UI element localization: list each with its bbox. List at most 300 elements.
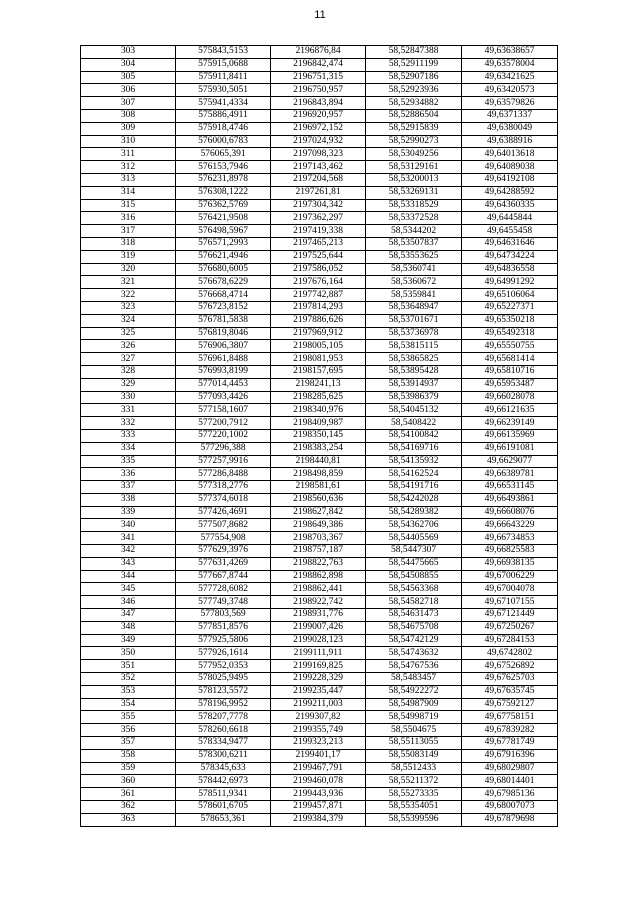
point-number-cell: 324 (81, 314, 176, 327)
x-coordinate-cell: 577629,3976 (176, 545, 271, 558)
y-coordinate-cell: 2199355,749 (271, 724, 366, 737)
y-coordinate-cell: 2197204,568 (271, 173, 366, 186)
point-number-cell: 325 (81, 327, 176, 340)
longitude-cell: 49,6371337 (462, 109, 558, 122)
x-coordinate-cell: 575915,0688 (176, 58, 271, 71)
y-coordinate-cell: 2199169,825 (271, 660, 366, 673)
x-coordinate-cell: 576668,4714 (176, 289, 271, 302)
x-coordinate-cell: 577926,1614 (176, 647, 271, 660)
latitude-cell: 58,55273335 (366, 788, 462, 801)
longitude-cell: 49,67107155 (462, 596, 558, 609)
y-coordinate-cell: 2197419,338 (271, 225, 366, 238)
point-number-cell: 326 (81, 340, 176, 353)
point-number-cell: 330 (81, 391, 176, 404)
longitude-cell: 49,67781749 (462, 737, 558, 750)
x-coordinate-cell: 577507,8682 (176, 519, 271, 532)
table-row (81, 583, 558, 596)
table-row (81, 647, 558, 660)
point-number-cell: 336 (81, 468, 176, 481)
longitude-cell: 49,66608076 (462, 506, 558, 519)
latitude-cell: 58,54045132 (366, 404, 462, 417)
point-number-cell: 303 (81, 46, 176, 59)
table-row (81, 276, 558, 289)
point-number-cell: 318 (81, 237, 176, 250)
y-coordinate-cell: 2198409,987 (271, 417, 366, 430)
point-number-cell: 352 (81, 673, 176, 686)
point-number-cell: 311 (81, 148, 176, 161)
point-number-cell: 348 (81, 621, 176, 634)
x-coordinate-cell: 575886,4911 (176, 109, 271, 122)
latitude-cell: 58,53318529 (366, 199, 462, 212)
longitude-cell: 49,67250267 (462, 621, 558, 634)
x-coordinate-cell: 577286,8488 (176, 468, 271, 481)
table-row (81, 353, 558, 366)
longitude-cell: 49,64836558 (462, 263, 558, 276)
y-coordinate-cell: 2197742,887 (271, 289, 366, 302)
point-number-cell: 351 (81, 660, 176, 673)
y-coordinate-cell: 2198383,254 (271, 442, 366, 455)
longitude-cell: 49,65350218 (462, 314, 558, 327)
table-row (81, 250, 558, 263)
x-coordinate-cell: 576498,5967 (176, 225, 271, 238)
point-number-cell: 317 (81, 225, 176, 238)
latitude-cell: 58,54582718 (366, 596, 462, 609)
latitude-cell: 58,53865825 (366, 353, 462, 366)
y-coordinate-cell: 2197886,626 (271, 314, 366, 327)
y-coordinate-cell: 2198081,953 (271, 353, 366, 366)
latitude-cell: 58,54135932 (366, 455, 462, 468)
longitude-cell: 49,66531145 (462, 481, 558, 494)
y-coordinate-cell: 2196843,894 (271, 97, 366, 110)
point-number-cell: 335 (81, 455, 176, 468)
latitude-cell: 58,5504675 (366, 724, 462, 737)
point-number-cell: 310 (81, 135, 176, 148)
longitude-cell: 49,65953487 (462, 378, 558, 391)
point-number-cell: 332 (81, 417, 176, 430)
x-coordinate-cell: 578300,6211 (176, 749, 271, 762)
latitude-cell: 58,54162524 (366, 468, 462, 481)
x-coordinate-cell: 577426,4691 (176, 506, 271, 519)
x-coordinate-cell: 576153,7946 (176, 161, 271, 174)
x-coordinate-cell: 578123,5572 (176, 685, 271, 698)
latitude-cell: 58,53200013 (366, 173, 462, 186)
latitude-cell: 58,53895428 (366, 365, 462, 378)
latitude-cell: 58,54998719 (366, 711, 462, 724)
x-coordinate-cell: 577925,5806 (176, 634, 271, 647)
y-coordinate-cell: 2199467,791 (271, 762, 366, 775)
table-row (81, 698, 558, 711)
point-number-cell: 340 (81, 519, 176, 532)
table-row (81, 186, 558, 199)
latitude-cell: 58,55399596 (366, 813, 462, 826)
longitude-cell: 49,67879698 (462, 813, 558, 826)
x-coordinate-cell: 575911,8411 (176, 71, 271, 84)
latitude-cell: 58,53507837 (366, 237, 462, 250)
table-row (81, 775, 558, 788)
y-coordinate-cell: 2197586,052 (271, 263, 366, 276)
x-coordinate-cell: 576961,8488 (176, 353, 271, 366)
latitude-cell: 58,52847388 (366, 46, 462, 59)
point-number-cell: 329 (81, 378, 176, 391)
table-row (81, 71, 558, 84)
y-coordinate-cell: 2198285,625 (271, 391, 366, 404)
y-coordinate-cell: 2199111,911 (271, 647, 366, 660)
y-coordinate-cell: 2199228,329 (271, 673, 366, 686)
table-row (81, 161, 558, 174)
x-coordinate-cell: 576231,8978 (176, 173, 271, 186)
latitude-cell: 58,54922272 (366, 685, 462, 698)
longitude-cell: 49,65550755 (462, 340, 558, 353)
longitude-cell: 49,64192108 (462, 173, 558, 186)
page-number: 11 (314, 9, 326, 21)
table-row (81, 481, 558, 494)
table-row (81, 97, 558, 110)
longitude-cell: 49,64991292 (462, 276, 558, 289)
x-coordinate-cell: 578260,6618 (176, 724, 271, 737)
point-number-cell: 327 (81, 353, 176, 366)
longitude-cell: 49,64360335 (462, 199, 558, 212)
y-coordinate-cell: 2197465,213 (271, 237, 366, 250)
y-coordinate-cell: 2199307,82 (271, 711, 366, 724)
x-coordinate-cell: 577296,388 (176, 442, 271, 455)
latitude-cell: 58,52923936 (366, 84, 462, 97)
longitude-cell: 49,67985136 (462, 788, 558, 801)
latitude-cell: 58,53129161 (366, 161, 462, 174)
latitude-cell: 58,5408422 (366, 417, 462, 430)
latitude-cell: 58,54508855 (366, 570, 462, 583)
latitude-cell: 58,53736978 (366, 327, 462, 340)
table-row (81, 199, 558, 212)
longitude-cell: 49,66239149 (462, 417, 558, 430)
table-row (81, 378, 558, 391)
table-row (81, 762, 558, 775)
x-coordinate-cell: 577803,569 (176, 609, 271, 622)
point-number-cell: 316 (81, 212, 176, 225)
latitude-cell: 58,53815115 (366, 340, 462, 353)
table-row (81, 109, 558, 122)
x-coordinate-cell: 577728,6082 (176, 583, 271, 596)
latitude-cell: 58,54742129 (366, 634, 462, 647)
latitude-cell: 58,54743632 (366, 647, 462, 660)
latitude-cell: 58,52915839 (366, 122, 462, 135)
latitude-cell: 58,54675708 (366, 621, 462, 634)
coordinates-table (80, 45, 558, 827)
longitude-cell: 49,66643229 (462, 519, 558, 532)
x-coordinate-cell: 577667,8744 (176, 570, 271, 583)
latitude-cell: 58,55354051 (366, 801, 462, 814)
table-row (81, 596, 558, 609)
y-coordinate-cell: 2197143,462 (271, 161, 366, 174)
latitude-cell: 58,53648947 (366, 301, 462, 314)
table-row (81, 301, 558, 314)
point-number-cell: 331 (81, 404, 176, 417)
y-coordinate-cell: 2198581,61 (271, 481, 366, 494)
longitude-cell: 49,67121449 (462, 609, 558, 622)
point-number-cell: 323 (81, 301, 176, 314)
y-coordinate-cell: 2197098,323 (271, 148, 366, 161)
latitude-cell: 58,54405569 (366, 532, 462, 545)
table-row (81, 749, 558, 762)
longitude-cell: 49,63420573 (462, 84, 558, 97)
latitude-cell: 58,53553625 (366, 250, 462, 263)
longitude-cell: 49,6629077 (462, 455, 558, 468)
point-number-cell: 353 (81, 685, 176, 698)
latitude-cell: 58,54289382 (366, 506, 462, 519)
table-row (81, 404, 558, 417)
point-number-cell: 362 (81, 801, 176, 814)
latitude-cell: 58,53701671 (366, 314, 462, 327)
longitude-cell: 49,65681414 (462, 353, 558, 366)
y-coordinate-cell: 2198649,386 (271, 519, 366, 532)
y-coordinate-cell: 2197525,644 (271, 250, 366, 263)
x-coordinate-cell: 578653,361 (176, 813, 271, 826)
point-number-cell: 314 (81, 186, 176, 199)
longitude-cell: 49,68014401 (462, 775, 558, 788)
table-row (81, 417, 558, 430)
x-coordinate-cell: 576308,1222 (176, 186, 271, 199)
x-coordinate-cell: 578345,633 (176, 762, 271, 775)
point-number-cell: 355 (81, 711, 176, 724)
table-row (81, 84, 558, 97)
x-coordinate-cell: 578334,9477 (176, 737, 271, 750)
point-number-cell: 356 (81, 724, 176, 737)
table-row (81, 455, 558, 468)
y-coordinate-cell: 2197362,297 (271, 212, 366, 225)
point-number-cell: 341 (81, 532, 176, 545)
latitude-cell: 58,53914937 (366, 378, 462, 391)
longitude-cell: 49,66191081 (462, 442, 558, 455)
point-number-cell: 344 (81, 570, 176, 583)
table-row (81, 634, 558, 647)
y-coordinate-cell: 2199457,871 (271, 801, 366, 814)
longitude-cell: 49,67625703 (462, 673, 558, 686)
latitude-cell: 58,54169716 (366, 442, 462, 455)
x-coordinate-cell: 578601,6705 (176, 801, 271, 814)
latitude-cell: 58,5359841 (366, 289, 462, 302)
longitude-cell: 49,63638657 (462, 46, 558, 59)
point-number-cell: 304 (81, 58, 176, 71)
table-row (81, 711, 558, 724)
latitude-cell: 58,53986379 (366, 391, 462, 404)
table-row (81, 685, 558, 698)
table-row (81, 519, 558, 532)
longitude-cell: 49,6445844 (462, 212, 558, 225)
table-row (81, 737, 558, 750)
latitude-cell: 58,54987909 (366, 698, 462, 711)
point-number-cell: 307 (81, 97, 176, 110)
y-coordinate-cell: 2198822,763 (271, 557, 366, 570)
longitude-cell: 49,65492318 (462, 327, 558, 340)
y-coordinate-cell: 2199384,379 (271, 813, 366, 826)
latitude-cell: 58,5483457 (366, 673, 462, 686)
x-coordinate-cell: 575918,4746 (176, 122, 271, 135)
longitude-cell: 49,66121635 (462, 404, 558, 417)
y-coordinate-cell: 2198350,145 (271, 429, 366, 442)
table-row (81, 429, 558, 442)
y-coordinate-cell: 2199323,213 (271, 737, 366, 750)
y-coordinate-cell: 2197304,342 (271, 199, 366, 212)
x-coordinate-cell: 575941,4334 (176, 97, 271, 110)
table-row (81, 173, 558, 186)
x-coordinate-cell: 578207,7778 (176, 711, 271, 724)
table-row (81, 327, 558, 340)
point-number-cell: 349 (81, 634, 176, 647)
point-number-cell: 345 (81, 583, 176, 596)
point-number-cell: 320 (81, 263, 176, 276)
y-coordinate-cell: 2196876,84 (271, 46, 366, 59)
table-row (81, 545, 558, 558)
latitude-cell: 58,54475665 (366, 557, 462, 570)
latitude-cell: 58,5360741 (366, 263, 462, 276)
x-coordinate-cell: 576065,391 (176, 148, 271, 161)
y-coordinate-cell: 2196751,315 (271, 71, 366, 84)
longitude-cell: 49,66734853 (462, 532, 558, 545)
y-coordinate-cell: 2199028,123 (271, 634, 366, 647)
longitude-cell: 49,65810716 (462, 365, 558, 378)
latitude-cell: 58,55083149 (366, 749, 462, 762)
y-coordinate-cell: 2196842,474 (271, 58, 366, 71)
y-coordinate-cell: 2196920,957 (271, 109, 366, 122)
longitude-cell: 49,67758151 (462, 711, 558, 724)
latitude-cell: 58,52911199 (366, 58, 462, 71)
longitude-cell: 49,66389781 (462, 468, 558, 481)
y-coordinate-cell: 2198862,441 (271, 583, 366, 596)
table-row (81, 135, 558, 148)
y-coordinate-cell: 2198757,187 (271, 545, 366, 558)
longitude-cell: 49,67916396 (462, 749, 558, 762)
x-coordinate-cell: 578025,9495 (176, 673, 271, 686)
y-coordinate-cell: 2196972,152 (271, 122, 366, 135)
point-number-cell: 309 (81, 122, 176, 135)
y-coordinate-cell: 2198498,859 (271, 468, 366, 481)
table-row (81, 340, 558, 353)
latitude-cell: 58,54362706 (366, 519, 462, 532)
y-coordinate-cell: 2198627,842 (271, 506, 366, 519)
longitude-cell: 49,66825583 (462, 545, 558, 558)
x-coordinate-cell: 576680,6005 (176, 263, 271, 276)
point-number-cell: 360 (81, 775, 176, 788)
y-coordinate-cell: 2198931,776 (271, 609, 366, 622)
table-row (81, 570, 558, 583)
y-coordinate-cell: 2198560,636 (271, 493, 366, 506)
point-number-cell: 358 (81, 749, 176, 762)
x-coordinate-cell: 576000,6783 (176, 135, 271, 148)
longitude-cell: 49,67006229 (462, 570, 558, 583)
table-row (81, 493, 558, 506)
latitude-cell: 58,53372528 (366, 212, 462, 225)
table-row (81, 289, 558, 302)
x-coordinate-cell: 575843,5153 (176, 46, 271, 59)
table-row (81, 122, 558, 135)
longitude-cell: 49,64631646 (462, 237, 558, 250)
table-row (81, 609, 558, 622)
x-coordinate-cell: 576723,8152 (176, 301, 271, 314)
longitude-cell: 49,67635745 (462, 685, 558, 698)
longitude-cell: 49,64288592 (462, 186, 558, 199)
x-coordinate-cell: 577200,7912 (176, 417, 271, 430)
y-coordinate-cell: 2197814,293 (271, 301, 366, 314)
point-number-cell: 359 (81, 762, 176, 775)
table-row (81, 263, 558, 276)
x-coordinate-cell: 576678,6229 (176, 276, 271, 289)
latitude-cell: 58,54100842 (366, 429, 462, 442)
latitude-cell: 58,54563368 (366, 583, 462, 596)
point-number-cell: 338 (81, 493, 176, 506)
y-coordinate-cell: 2198703,367 (271, 532, 366, 545)
latitude-cell: 58,5360672 (366, 276, 462, 289)
point-number-cell: 334 (81, 442, 176, 455)
longitude-cell: 49,67526892 (462, 660, 558, 673)
point-number-cell: 342 (81, 545, 176, 558)
latitude-cell: 58,52907186 (366, 71, 462, 84)
latitude-cell: 58,54767536 (366, 660, 462, 673)
longitude-cell: 49,66938135 (462, 557, 558, 570)
table-row (81, 212, 558, 225)
point-number-cell: 321 (81, 276, 176, 289)
x-coordinate-cell: 575930,5051 (176, 84, 271, 97)
longitude-cell: 49,67004078 (462, 583, 558, 596)
table-row (81, 442, 558, 455)
x-coordinate-cell: 578511,9341 (176, 788, 271, 801)
longitude-cell: 49,66135969 (462, 429, 558, 442)
longitude-cell: 49,67284153 (462, 634, 558, 647)
point-number-cell: 322 (81, 289, 176, 302)
y-coordinate-cell: 2199460,078 (271, 775, 366, 788)
y-coordinate-cell: 2198862,898 (271, 570, 366, 583)
x-coordinate-cell: 576906,3807 (176, 340, 271, 353)
table-row (81, 237, 558, 250)
table-row (81, 621, 558, 634)
x-coordinate-cell: 577158,1607 (176, 404, 271, 417)
y-coordinate-cell: 2198241,13 (271, 378, 366, 391)
table-row (81, 391, 558, 404)
latitude-cell: 58,54631473 (366, 609, 462, 622)
point-number-cell: 308 (81, 109, 176, 122)
latitude-cell: 58,52934882 (366, 97, 462, 110)
table-row (81, 468, 558, 481)
latitude-cell: 58,5344202 (366, 225, 462, 238)
point-number-cell: 306 (81, 84, 176, 97)
y-coordinate-cell: 2199211,003 (271, 698, 366, 711)
x-coordinate-cell: 577014,4453 (176, 378, 271, 391)
latitude-cell: 58,54242028 (366, 493, 462, 506)
point-number-cell: 361 (81, 788, 176, 801)
latitude-cell: 58,5447307 (366, 545, 462, 558)
latitude-cell: 58,55113055 (366, 737, 462, 750)
table-row (81, 557, 558, 570)
y-coordinate-cell: 2198340,976 (271, 404, 366, 417)
coordinates-table-body (81, 46, 558, 827)
table-row (81, 801, 558, 814)
longitude-cell: 49,66493861 (462, 493, 558, 506)
x-coordinate-cell: 577749,3748 (176, 596, 271, 609)
table-row (81, 148, 558, 161)
y-coordinate-cell: 2197024,932 (271, 135, 366, 148)
y-coordinate-cell: 2198157,695 (271, 365, 366, 378)
x-coordinate-cell: 576362,5769 (176, 199, 271, 212)
latitude-cell: 58,55211372 (366, 775, 462, 788)
table-row (81, 46, 558, 59)
longitude-cell: 49,6388916 (462, 135, 558, 148)
y-coordinate-cell: 2199443,936 (271, 788, 366, 801)
longitude-cell: 49,6380049 (462, 122, 558, 135)
y-coordinate-cell: 2197261,81 (271, 186, 366, 199)
point-number-cell: 339 (81, 506, 176, 519)
point-number-cell: 354 (81, 698, 176, 711)
x-coordinate-cell: 576781,5838 (176, 314, 271, 327)
latitude-cell: 58,5512433 (366, 762, 462, 775)
x-coordinate-cell: 577851,8576 (176, 621, 271, 634)
